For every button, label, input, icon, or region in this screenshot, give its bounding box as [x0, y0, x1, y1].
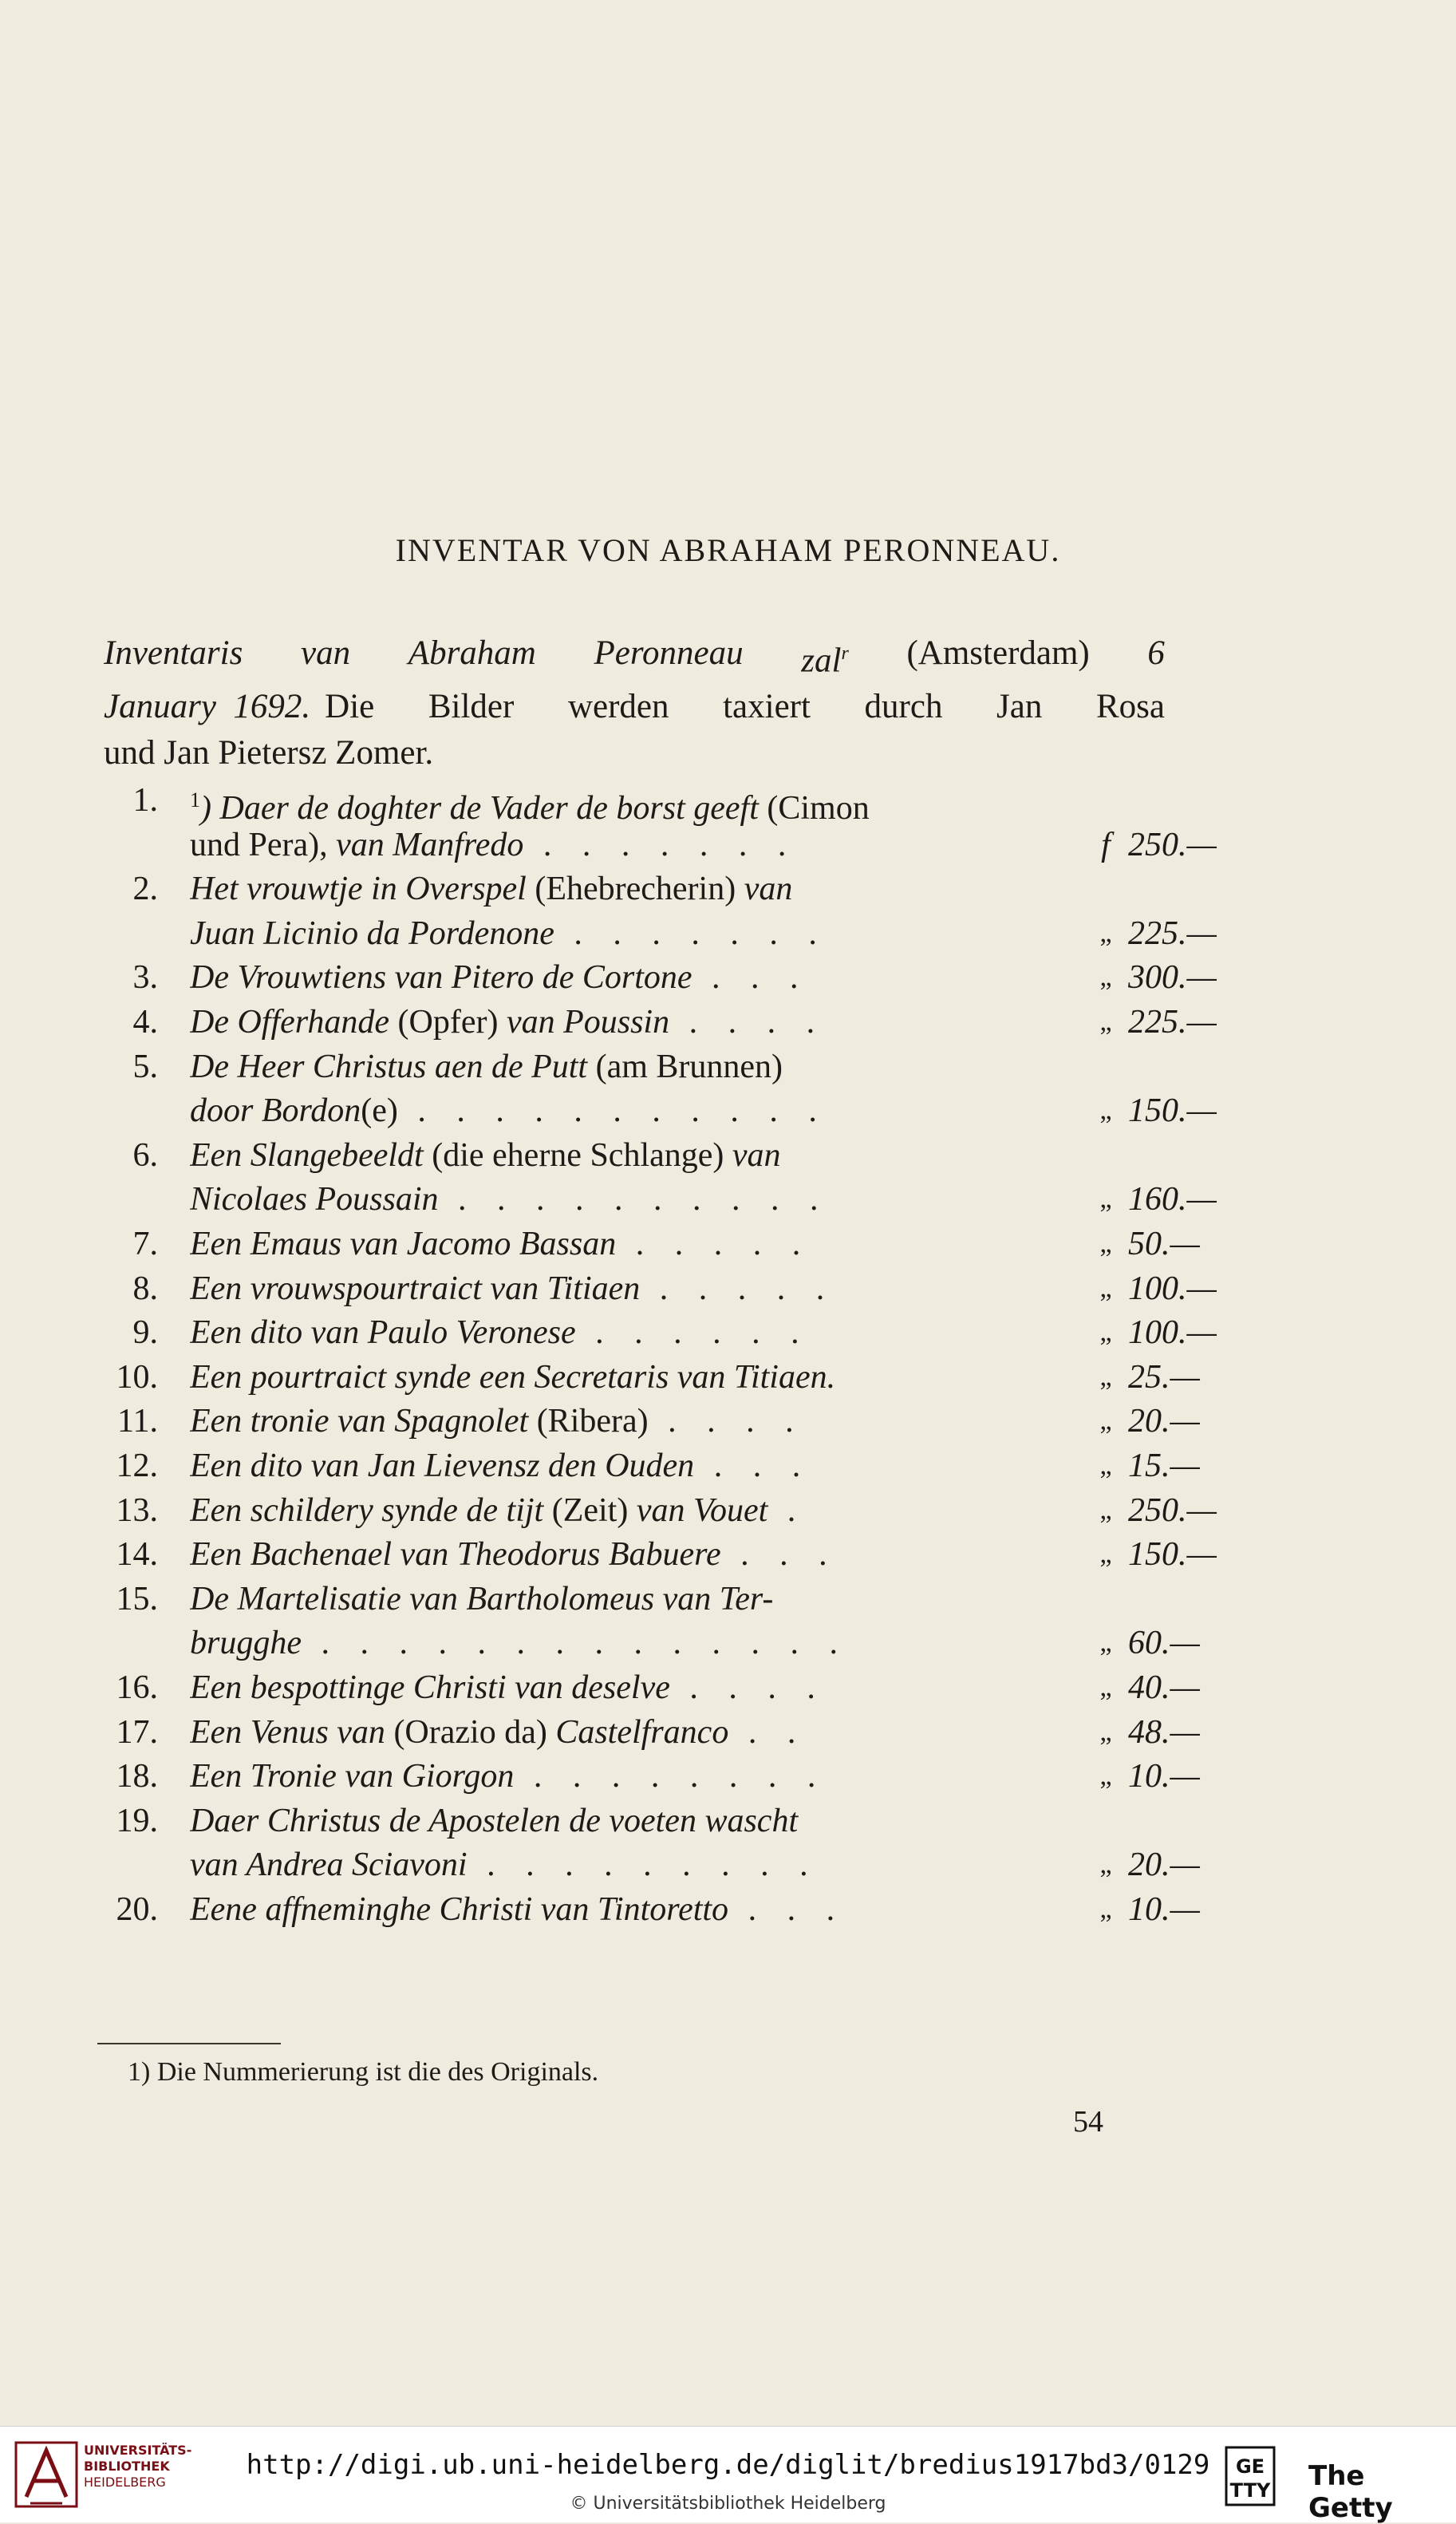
- entry-price: 100.—: [1128, 1314, 1217, 1352]
- entry-number: 16.: [116, 1669, 158, 1706]
- viewer-footer: [0, 2426, 1456, 2522]
- leader-dots: . . .: [692, 959, 810, 997]
- inventory-line: [94, 1754, 1200, 1799]
- getty-name: The Getty: [1308, 2460, 1393, 2524]
- currency-mark: „: [1099, 962, 1112, 993]
- inventory-line: [94, 1444, 1200, 1488]
- page-number: 54: [1073, 2105, 1103, 2139]
- entry-text: und Pera), van Manfredo . . . . . . .: [190, 826, 798, 863]
- entry-text: Een bespottinge Christi van deselve . . . .: [190, 1669, 827, 1706]
- leader-dots: . . . . .: [640, 1270, 836, 1307]
- leader-dots: . . . . . .: [575, 1314, 811, 1352]
- inventory-line: [94, 1577, 1179, 1621]
- entry-price: 160.—: [1128, 1181, 1217, 1219]
- leader-dots: . . . . . . .: [523, 826, 798, 863]
- inventory-line: [94, 1266, 1217, 1311]
- intro-text: Die Bilder werden taxiert durch Jan Rosa: [325, 688, 1165, 726]
- currency-mark: „: [1099, 1451, 1112, 1480]
- leader-dots: . . . . . . .: [554, 914, 828, 952]
- entry-number: 14.: [116, 1536, 158, 1574]
- inventory-line: [94, 1045, 1179, 1089]
- currency-mark: „: [1099, 918, 1112, 948]
- entry-number: 8.: [132, 1270, 158, 1307]
- currency-mark: „: [1099, 1273, 1112, 1303]
- currency-mark: „: [1099, 1184, 1112, 1215]
- entry-price: 15.—: [1128, 1448, 1200, 1484]
- entry-text: Een pourtraict synde een Secretaris van Titiaen.: [190, 1358, 836, 1396]
- inventory-line: [94, 955, 1217, 1000]
- intro-word-zal: zal$^r$: [801, 642, 849, 680]
- currency-mark: „: [1099, 1317, 1112, 1348]
- leader-dots: . . .: [694, 1448, 812, 1484]
- entry-price: 25.—: [1128, 1358, 1200, 1396]
- inventory-line: [94, 1177, 1217, 1222]
- entry-number: 5.: [132, 1048, 158, 1085]
- inventory-line: [94, 1310, 1217, 1355]
- intro-word: 6: [1147, 634, 1165, 672]
- inventory-line: [94, 911, 1217, 956]
- entry-text: Een Emaus van Jacomo Bassan . . . . .: [190, 1226, 812, 1262]
- entry-number: 12.: [116, 1448, 158, 1484]
- inventory-line: [94, 1399, 1200, 1444]
- entry-price: 250.—: [1128, 826, 1217, 863]
- currency-mark: „: [1099, 1406, 1112, 1436]
- entry-number: 4.: [132, 1004, 158, 1041]
- inventory-line: [94, 1355, 1200, 1400]
- intro-paragraph: [104, 630, 1165, 776]
- inventory-line: [94, 1133, 1179, 1178]
- inventory-line: [94, 823, 1217, 867]
- currency-mark: „: [1099, 1716, 1112, 1747]
- currency-mark: „: [1099, 1495, 1112, 1525]
- currency-mark: „: [1099, 1850, 1112, 1880]
- entry-text: $^1$) Daer de doghter de Vader de borst geeft (Cimon: [190, 788, 870, 827]
- leader-dots: . . .: [720, 1536, 838, 1574]
- leader-dots: . . . . . . . . . . . . . .: [302, 1625, 849, 1662]
- entry-text: Een Bachenael van Theodorus Babuere . . .: [190, 1536, 838, 1574]
- entry-price: 40.—: [1128, 1669, 1200, 1706]
- leader-dots: . . . .: [669, 1004, 827, 1041]
- entry-number: 20.: [116, 1891, 158, 1928]
- entry-number: 9.: [132, 1314, 158, 1352]
- svg-text:TTY: TTY: [1229, 2479, 1271, 2502]
- entry-price: 250.—: [1128, 1491, 1217, 1529]
- entry-number: 11.: [117, 1403, 158, 1440]
- intro-word: Abraham: [408, 634, 536, 672]
- entry-text: Juan Licinio da Pordenone . . . . . . .: [190, 914, 828, 952]
- intro-date: January 1692.: [104, 688, 311, 726]
- entry-text: Een Tronie van Giorgon . . . . . . . .: [190, 1758, 827, 1795]
- entry-text: De Heer Christus aen de Putt (am Brunnen): [190, 1048, 783, 1085]
- inventory-line: [94, 867, 1179, 911]
- currency-mark: f: [1101, 826, 1111, 863]
- inventory-line: [94, 1799, 1179, 1843]
- entry-number: 7.: [132, 1226, 158, 1262]
- leader-dots: . . .: [728, 1891, 846, 1928]
- copyright-notice: © Universitätsbibliothek Heidelberg: [570, 2494, 886, 2514]
- entry-number: 3.: [132, 959, 158, 997]
- intro-line-1: [104, 630, 1165, 684]
- entry-number: 17.: [116, 1713, 158, 1751]
- entry-price: 20.—: [1128, 1403, 1200, 1440]
- entry-number: 15.: [116, 1580, 158, 1617]
- entry-price: 10.—: [1128, 1891, 1200, 1928]
- leader-dots: . . . . . . . .: [514, 1758, 827, 1795]
- leader-dots: . . . . . . . . . . .: [397, 1092, 828, 1130]
- footnote-ref: 1: [190, 788, 200, 812]
- entry-text: De Martelisatie van Bartholomeus van Ter-: [190, 1580, 774, 1617]
- intro-word: Peronneau: [594, 634, 744, 672]
- entry-text: Een dito van Paulo Veronese . . . . . .: [190, 1314, 811, 1352]
- page-title: INVENTAR VON ABRAHAM PERONNEAU.: [395, 532, 1061, 568]
- inventory-line: [94, 1887, 1200, 1932]
- entry-text: De Offerhande (Opfer) van Poussin . . . .: [190, 1004, 827, 1041]
- entry-number: 13.: [116, 1491, 158, 1529]
- leader-dots: . . . .: [648, 1403, 805, 1440]
- entry-text: Een tronie van Spagnolet (Ribera) . . . .: [190, 1403, 805, 1440]
- currency-mark: „: [1099, 1894, 1112, 1924]
- entry-number: 6.: [132, 1136, 158, 1174]
- footnote: 1) Die Nummerierung ist die des Originals.: [128, 2057, 599, 2087]
- entry-text: Eene affneminghe Christi van Tintoretto . . .: [190, 1891, 846, 1928]
- entry-number: 10.: [116, 1358, 158, 1396]
- entry-price: 225.—: [1128, 1004, 1217, 1041]
- currency-mark: „: [1099, 1761, 1112, 1791]
- entry-price: 150.—: [1128, 1092, 1217, 1130]
- entry-number: 19.: [116, 1802, 158, 1839]
- inventory-line: [94, 1621, 1200, 1665]
- inventory-line: [94, 1532, 1217, 1577]
- leader-dots: . . . . . . . . . .: [438, 1181, 830, 1219]
- entry-price: 100.—: [1128, 1270, 1217, 1307]
- entry-text: Een Slangebeeldt (die eherne Schlange) van: [190, 1136, 781, 1174]
- currency-mark: „: [1099, 1539, 1112, 1570]
- entry-price: 150.—: [1128, 1536, 1217, 1574]
- permalink-url[interactable]: http://digi.ub.uni-heidelberg.de/diglit/bredius1917bd3/0129: [246, 2449, 1210, 2481]
- entry-price: 20.—: [1128, 1847, 1200, 1884]
- footnote-rule: [97, 2043, 281, 2044]
- entry-price: 225.—: [1128, 914, 1217, 952]
- entry-text: Een dito van Jan Lievensz den Ouden . . .: [190, 1448, 812, 1484]
- leader-dots: . .: [728, 1713, 807, 1751]
- entry-text: Het vrouwtje in Overspel (Ehebrecherin) van: [190, 871, 793, 908]
- inventory-line: [94, 1665, 1200, 1710]
- inventory-line: [94, 1488, 1217, 1533]
- currency-mark: „: [1099, 1096, 1112, 1126]
- currency-mark: „: [1099, 1673, 1112, 1702]
- inventory-line: [94, 778, 1179, 827]
- entry-price: 300.—: [1128, 959, 1217, 997]
- intro-word: van: [301, 634, 351, 672]
- getty-logo-icon: [1225, 2446, 1276, 2506]
- entry-text: Een vrouwspourtraict van Titiaen . . . . .: [190, 1270, 836, 1307]
- svg-text:GE: GE: [1235, 2455, 1265, 2478]
- university-name: UNIVERSITÄTS- BIBLIOTHEK HEIDELBERG: [84, 2443, 192, 2490]
- leader-dots: . . . .: [669, 1669, 827, 1706]
- leader-dots: . . . . . . . . .: [467, 1847, 819, 1884]
- intro-word: (Amsterdam): [906, 634, 1090, 672]
- entry-text: De Vrouwtiens van Pitero de Cortone . . .: [190, 959, 810, 997]
- currency-mark: „: [1099, 1361, 1112, 1392]
- entry-price: 60.—: [1128, 1625, 1200, 1662]
- leader-dots: . . . . .: [616, 1226, 812, 1262]
- entry-number: 1.: [132, 782, 158, 819]
- entry-number: 2.: [132, 871, 158, 908]
- inventory-line: [94, 1222, 1200, 1266]
- currency-mark: „: [1099, 1229, 1112, 1258]
- entry-text: Een schildery synde de tijt (Zeit) van Vouet .: [190, 1491, 807, 1529]
- inventory-line: [94, 1710, 1200, 1755]
- inventory-line: [94, 1843, 1200, 1887]
- entry-price: 48.—: [1128, 1713, 1200, 1751]
- intro-line-2: [104, 684, 1165, 730]
- intro-line-3: und Jan Pietersz Zomer.: [104, 734, 434, 772]
- entry-text: Daer Christus de Apostelen de voeten wascht: [190, 1802, 799, 1839]
- entry-text: brugghe . . . . . . . . . . . . . .: [190, 1625, 849, 1662]
- entry-price: 10.—: [1128, 1758, 1200, 1795]
- inventory-line: [94, 1088, 1217, 1133]
- intro-word: Inventaris: [104, 634, 243, 672]
- entry-number: 18.: [116, 1758, 158, 1795]
- leader-dots: .: [767, 1491, 807, 1529]
- currency-mark: „: [1099, 1628, 1112, 1658]
- inventory-line: [94, 1000, 1217, 1045]
- entry-text: door Bordon(e) . . . . . . . . . . .: [190, 1092, 828, 1130]
- entry-price: 50.—: [1128, 1226, 1200, 1262]
- entry-text: van Andrea Sciavoni . . . . . . . . .: [190, 1847, 819, 1884]
- currency-mark: „: [1099, 1007, 1112, 1037]
- entry-text: Een Venus van (Orazio da) Castelfranco . .: [190, 1713, 807, 1751]
- entry-text: Nicolaes Poussain . . . . . . . . . .: [190, 1181, 830, 1219]
